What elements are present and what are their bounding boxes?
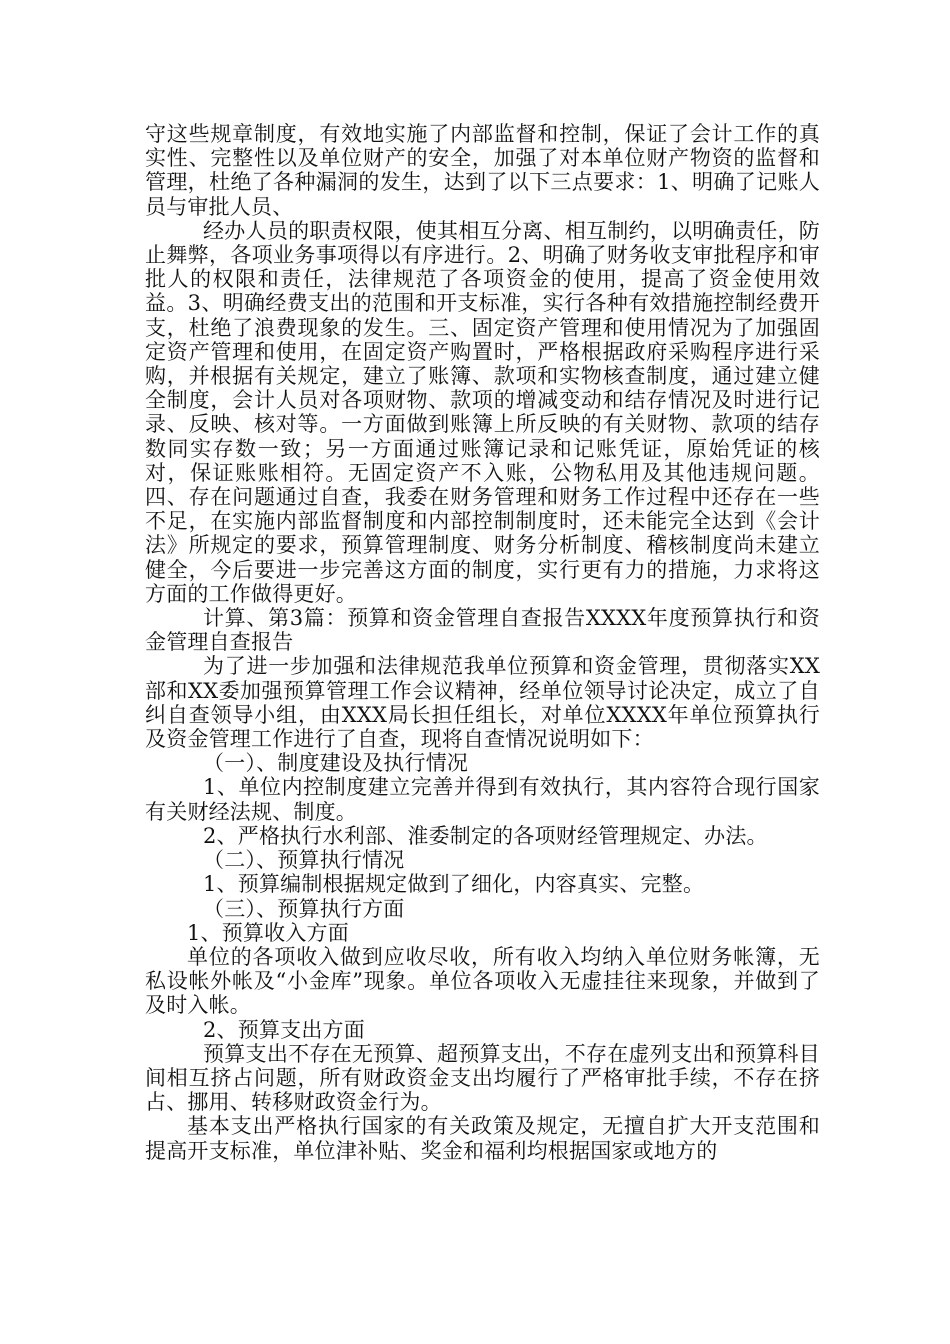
- subheading-1: （一）、制度建设及执行情况: [203, 751, 469, 776]
- item-3-2-basic: 基本支出严格执行国家的有关政策及规定，无擅自扩大开支范围和提高开支标准，单位津补贴、奖金和福利均根据国家或地方的: [145, 1114, 820, 1163]
- item-3-1-title: 1、预算收入方面: [187, 920, 349, 945]
- paragraph-2: 经办人员的职责权限，使其相互分离、相互制约，以明确责任，防止舞弊，各项业务事项得以有序进行。2、明确了财务收支审批程序和审批人的权限和责任，法律规范了各项资金的使用，提高了资金使用效益。3、明确经费支出的范围和开支标准，实行各种有效措施控制经费开支，杜绝了浪费现象的发生。三、固定资产管理和使用情况为了加强固定资产管理和使用，在固定资产购置时，严格根据政府采购程序进行采购，并根据有关规定，建立了账簿、款项和实物核查制度，通过建立健全制度，会计人员对各项财物、款项的增减变动和结存情况及时进行记录、反映、核对等。一方面做到账簿上所反映的有关财物、款项的结存数同实存数一致；另一方面通过账簿记录和记账凭证，原始凭证的核对，保证账账相符。无固定资产不入账，公物私用及其他违规问题。四、存在问题通过自查，我委在财务管理和财务工作过程中还存在一些不足，在实施内部监督制度和内部控制制度时，还未能完全达到《会计法》所规定的要求，预算管理制度、财务分析制度、稽核制度尚未建立健全，今后要进一步完善这方面的制度，实行更有力的措施，力求将这方面的工作做得更好。: [145, 218, 820, 606]
- paragraph-1: 守这些规章制度，有效地实施了内部监督和控制，保证了会计工作的真实性、完整性以及单位财产的安全，加强了对本单位财产物资的监督和管理，杜绝了各种漏洞的发生，达到了以下三点要求：1、明确了记账人员与审批人员、: [145, 122, 820, 219]
- subheading-2: （二）、预算执行情况: [203, 848, 405, 873]
- subheading-3: （三）、预算执行方面: [203, 896, 405, 921]
- item-1-2: 2、严格执行水利部、淮委制定的各项财经管理规定、办法。: [203, 823, 768, 848]
- document-body: [145, 122, 820, 1163]
- item-3-2-body: 预算支出不存在无预算、超预算支出，不存在虚列支出和预算科目间相互挤占问题，所有财政资金支出均履行了严格审批手续，不存在挤占、挪用、转移财政资金行为。: [145, 1041, 820, 1115]
- item-3-1-body: 单位的各项收入做到应收尽收，所有收入均纳入单位财务帐簿，无私设帐外帐及“小金库”现象。单位各项收入无虚挂往来现象，并做到了及时入帐。: [145, 944, 820, 1018]
- item-2-1: 1、预算编制根据规定做到了细化，内容真实、完整。: [203, 872, 705, 897]
- item-1-1: 1、单位内控制度建立完善并得到有效执行，其内容符合现行国家有关财经法规、制度。: [145, 775, 820, 824]
- section-heading-3: 计算、第3篇：预算和资金管理自查报告XXXX年度预算执行和资金管理自查报告: [145, 606, 820, 655]
- item-3-2-title: 2、预算支出方面: [203, 1017, 365, 1042]
- paragraph-intro: 为了进一步加强和法律规范我单位预算和资金管理，贯彻落实XX部和XX委加强预算管理工作会议精神，经单位领导讨论决定，成立了自纠自查领导小组，由XXX局长担任组长，对单位XXXX年单位预算执行及资金管理工作进行了自查，现将自查情况说明如下：: [145, 654, 820, 752]
